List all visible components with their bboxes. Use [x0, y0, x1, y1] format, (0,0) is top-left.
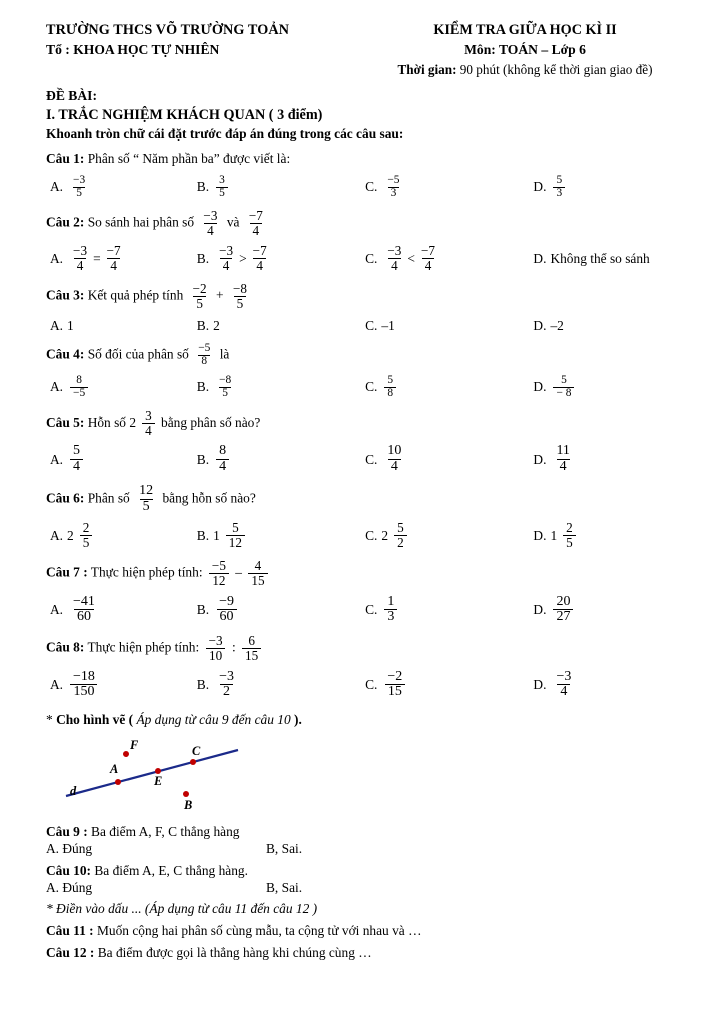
duration-label: Thời gian:	[397, 62, 457, 77]
label-A: A	[110, 762, 119, 777]
question-text: Ba điểm A, E, C thẳng hàng.	[94, 863, 248, 879]
question-text-tail: bằng phân số nào?	[161, 414, 261, 430]
option-letter: D.	[533, 317, 547, 333]
question-label: Câu 2:	[46, 214, 85, 230]
option-a[interactable]: A. Đúng	[46, 841, 93, 857]
point-C	[190, 759, 196, 765]
option-c[interactable]	[365, 595, 533, 625]
option-letter: B.	[196, 601, 210, 617]
fraction: $\frac{1}{3}$	[384, 595, 397, 625]
question-7	[46, 559, 690, 588]
question-11	[46, 923, 690, 939]
option-text: 1	[67, 317, 74, 333]
label-C: C	[192, 744, 201, 759]
option-text: 2	[213, 317, 220, 333]
question-label: Câu 11 :	[46, 923, 94, 939]
mixed-number: 1 $\frac{2}{5}$	[550, 521, 578, 550]
option-letter: D.	[533, 676, 547, 692]
option-d[interactable]	[533, 670, 690, 700]
figure-svg	[58, 732, 298, 818]
option-letter: C.	[365, 601, 378, 617]
figure-note-bold: Cho hình vẽ (	[56, 712, 134, 728]
question-label: Câu 9 :	[46, 824, 88, 840]
fraction: $\frac{3}{5}$	[216, 175, 228, 200]
fraction: $\frac{-5}{12}$	[209, 559, 229, 588]
fraction: $\frac{-18}{150}$	[70, 670, 98, 700]
option-letter: D.	[533, 179, 547, 195]
section-title: I. TRẮC NGHIỆM KHÁCH QUAN ( 3 điểm)	[46, 107, 323, 123]
option-d[interactable]	[533, 318, 690, 334]
question-8-options	[46, 670, 690, 700]
option-a[interactable]	[46, 521, 197, 550]
mixed-number: 1 $\frac{5}{12}$	[213, 521, 248, 550]
option-a[interactable]	[46, 444, 197, 474]
question-4-options	[46, 375, 690, 400]
exam-subject: Môn: TOÁN – Lớp 6	[464, 42, 586, 57]
option-letter: A.	[50, 379, 64, 395]
fraction: $\frac{-9}{60}$	[216, 595, 237, 625]
option-b[interactable]	[197, 595, 365, 625]
fraction: $\frac{-8}{5}$	[219, 373, 232, 399]
option-letter: C.	[365, 527, 378, 543]
option-text: Không thể so sánh	[550, 250, 650, 266]
option-letter: D.	[533, 379, 547, 395]
question-text: Kết quả phép tính	[87, 287, 184, 303]
question-10	[46, 863, 690, 879]
school-name: TRƯỜNG THCS VÕ TRƯỜNG TOẢN	[46, 22, 290, 38]
fraction: $\frac{6}{15}$	[242, 634, 261, 663]
fraction: $\frac{-5}{8}$	[198, 341, 211, 367]
option-letter: D.	[533, 451, 547, 467]
operator: <	[407, 250, 415, 266]
mixed-number: 2 $\frac{2}{5}$	[67, 521, 95, 550]
question-label: Câu 3:	[46, 287, 85, 303]
fraction: $\frac{5}{4}$	[70, 444, 83, 474]
fraction: $\frac{5}{8}$	[384, 375, 396, 400]
option-a[interactable]	[46, 595, 197, 625]
question-label: Câu 7 :	[46, 564, 88, 580]
option-c[interactable]	[365, 670, 533, 700]
fraction: $\frac{-3}{4}$	[219, 243, 234, 274]
duration-value: 90 phút (không kể thời gian giao đề)	[459, 62, 653, 77]
fraction: $\frac{5}{3}$	[553, 175, 565, 200]
option-letter: C.	[365, 250, 378, 266]
fill-in-instruction: * Điền vào dấu ... (Áp dụng từ câu 11 đến câu 12 )	[46, 901, 318, 917]
question-6	[46, 484, 690, 514]
mixed-number: 2 $\frac{5}{2}$	[381, 521, 409, 550]
option-letter: A.	[50, 179, 64, 195]
fraction: $\frac{-3}{4}$	[203, 207, 218, 238]
fraction: $\frac{-41}{60}$	[73, 593, 95, 625]
fraction: $\frac{-7}{4}$	[248, 207, 263, 238]
fraction: $\frac{5}{2}$	[394, 521, 407, 550]
line-d	[66, 750, 238, 796]
option-c[interactable]	[365, 175, 533, 200]
fraction: $\frac{-3}{2}$	[219, 668, 234, 700]
option-letter: A.	[50, 676, 64, 692]
option-letter: D.	[533, 601, 547, 617]
option-a[interactable]	[46, 175, 197, 200]
option-letter: B.	[196, 527, 210, 543]
question-6-options	[46, 521, 690, 550]
star-marker: *	[46, 712, 53, 728]
question-text: Thực hiện phép tính:	[90, 564, 203, 580]
option-b[interactable]: B, Sai.	[266, 880, 303, 896]
operator: =	[93, 250, 101, 266]
question-text-tail: là	[219, 346, 230, 362]
figure-note-end: ).	[294, 712, 302, 728]
fraction: $\frac{2}{5}$	[80, 521, 93, 550]
exam-duration	[360, 62, 690, 78]
option-letter: A.	[50, 250, 64, 266]
question-text: Ba điểm được gọi là thẳng hàng khi chúng cùng …	[97, 945, 372, 961]
question-2-options	[46, 244, 690, 273]
option-a[interactable]	[46, 375, 197, 400]
question-text: Muốn cộng hai phân số cùng mẫu, ta cộng tử với nhau và …	[96, 923, 422, 939]
instruction-text: Khoanh tròn chữ cái đặt trước đáp án đúng trong các câu sau:	[46, 126, 404, 141]
fraction: $\frac{5}{12}$	[226, 521, 245, 550]
question-text-tail: bằng hỗn số nào?	[162, 490, 256, 506]
option-letter: C.	[365, 451, 378, 467]
option-b[interactable]	[197, 244, 365, 273]
fraction: $\frac{10}{4}$	[387, 443, 402, 475]
option-b[interactable]: B, Sai.	[266, 841, 303, 857]
question-7-options	[46, 595, 690, 625]
fraction: $\frac{12}{5}$	[139, 482, 154, 514]
question-4	[46, 343, 690, 368]
label-d: d	[70, 784, 77, 799]
fraction: $\frac{2}{5}$	[563, 521, 576, 550]
page-header	[46, 22, 690, 78]
option-c[interactable]	[365, 521, 533, 550]
option-c[interactable]	[365, 375, 533, 400]
mixed-number: 2 $\frac{3}{4}$	[129, 409, 157, 438]
option-letter: C.	[365, 317, 378, 333]
operator: –	[235, 564, 242, 580]
question-8	[46, 634, 690, 663]
option-letter: D.	[533, 527, 547, 543]
fraction: $\frac{8}{4}$	[216, 444, 229, 474]
fraction: $\frac{8}{-5}$	[70, 375, 88, 400]
question-5-options	[46, 444, 690, 474]
option-a[interactable]	[46, 244, 197, 273]
fraction: $\frac{-3}{10}$	[206, 634, 226, 663]
option-a[interactable]	[46, 670, 197, 700]
operator: +	[216, 287, 224, 303]
question-9	[46, 824, 690, 840]
question-2	[46, 209, 690, 238]
question-label: Câu 5:	[46, 414, 85, 430]
question-label: Câu 10:	[46, 863, 92, 879]
question-text: Số đối của phân số	[87, 346, 189, 362]
conjunction: và	[226, 214, 240, 230]
fraction: $\frac{-7}{4}$	[252, 243, 267, 274]
fraction: $\frac{-3}{4}$	[387, 243, 402, 274]
fraction: $\frac{-3}{4}$	[556, 668, 572, 700]
option-letter: C.	[365, 676, 378, 692]
option-letter: B.	[196, 451, 210, 467]
question-text: Hỗn số	[87, 414, 127, 430]
question-12	[46, 945, 690, 961]
question-text: So sánh hai phân số	[87, 214, 195, 230]
option-b[interactable]	[197, 521, 365, 550]
option-b[interactable]	[197, 175, 365, 200]
option-b[interactable]	[197, 375, 365, 400]
fraction: $\frac{-2}{15}$	[384, 670, 405, 700]
operator: :	[231, 639, 236, 655]
option-c[interactable]	[365, 318, 533, 334]
option-letter: B.	[196, 676, 210, 692]
option-d[interactable]	[533, 244, 690, 273]
option-letter: A.	[50, 451, 64, 467]
point-A	[115, 779, 121, 785]
question-3-options	[46, 318, 690, 334]
option-b[interactable]	[197, 670, 365, 700]
option-letter: B.	[196, 250, 210, 266]
option-letter: B.	[196, 379, 210, 395]
operator: >	[239, 250, 247, 266]
fraction: $\frac{-5}{3}$	[387, 173, 400, 199]
option-letter: A.	[50, 601, 64, 617]
option-b[interactable]	[197, 444, 365, 474]
fraction: $\frac{-7}{4}$	[420, 243, 435, 274]
option-letter: C.	[365, 379, 378, 395]
option-letter: A.	[50, 317, 64, 333]
fraction: $\frac{4}{15}$	[248, 559, 267, 588]
question-9-options	[46, 841, 690, 857]
question-text: Ba điểm A, F, C thẳng hàng	[91, 824, 240, 840]
fraction: $\frac{11}{4}$	[556, 443, 570, 475]
option-a[interactable]: A. Đúng	[46, 880, 93, 896]
fraction: $\frac{-3}{4}$	[73, 243, 88, 274]
fraction: $\frac{-3}{5}$	[73, 173, 86, 199]
label-E: E	[154, 774, 163, 789]
question-label: Câu 6:	[46, 490, 85, 506]
option-text: –1	[381, 317, 395, 333]
question-label: Câu 4:	[46, 346, 85, 362]
fraction: $\frac{-8}{5}$	[232, 281, 247, 311]
label-F: F	[130, 738, 139, 753]
question-label: Câu 8:	[46, 639, 85, 655]
point-F	[123, 751, 129, 757]
fraction: $\frac{-7}{4}$	[106, 243, 121, 274]
question-5	[46, 409, 690, 438]
option-c[interactable]	[365, 444, 533, 474]
question-text: Thực hiện phép tính:	[87, 639, 200, 655]
option-d[interactable]	[533, 444, 690, 474]
option-letter: A.	[50, 527, 64, 543]
page-title: ĐỀ BÀI:	[46, 88, 97, 103]
question-3	[46, 282, 690, 311]
header-right	[360, 22, 690, 78]
question-1	[46, 151, 690, 168]
header-left	[46, 22, 346, 58]
option-text: –2	[550, 317, 564, 333]
question-text: Phân số “ Năm phần ba” được viết là:	[87, 151, 291, 166]
option-c[interactable]	[365, 244, 533, 273]
option-d[interactable]	[533, 595, 690, 625]
question-10-options	[46, 880, 690, 896]
option-letter: B.	[196, 179, 210, 195]
option-a[interactable]	[46, 318, 197, 334]
exam-title: KIỂM TRA GIỮA HỌC KÌ II	[433, 22, 617, 38]
option-d[interactable]	[533, 175, 690, 200]
option-letter: D.	[533, 250, 547, 266]
label-B: B	[184, 798, 193, 813]
question-label: Câu 1:	[46, 151, 85, 166]
option-letter: B.	[196, 317, 210, 333]
option-d[interactable]	[533, 375, 690, 400]
question-1-options	[46, 175, 690, 200]
geometry-figure	[58, 732, 690, 818]
fraction: $\frac{-2}{5}$	[192, 281, 207, 311]
figure-note	[46, 712, 690, 728]
fraction: $\frac{20}{27}$	[553, 595, 573, 625]
question-label: Câu 12 :	[46, 945, 95, 961]
point-B	[183, 791, 189, 797]
figure-note-italic: Áp dụng từ câu 9 đến câu 10	[136, 712, 291, 728]
fraction: $\frac{5}{- 8}$	[553, 375, 574, 400]
option-b[interactable]	[197, 318, 365, 334]
option-letter: C.	[365, 179, 378, 195]
fraction: $\frac{3}{4}$	[142, 409, 155, 438]
option-d[interactable]	[533, 521, 690, 550]
question-text: Phân số	[87, 490, 130, 506]
department-name: Tổ : KHOA HỌC TỰ NHIÊN	[46, 42, 220, 57]
